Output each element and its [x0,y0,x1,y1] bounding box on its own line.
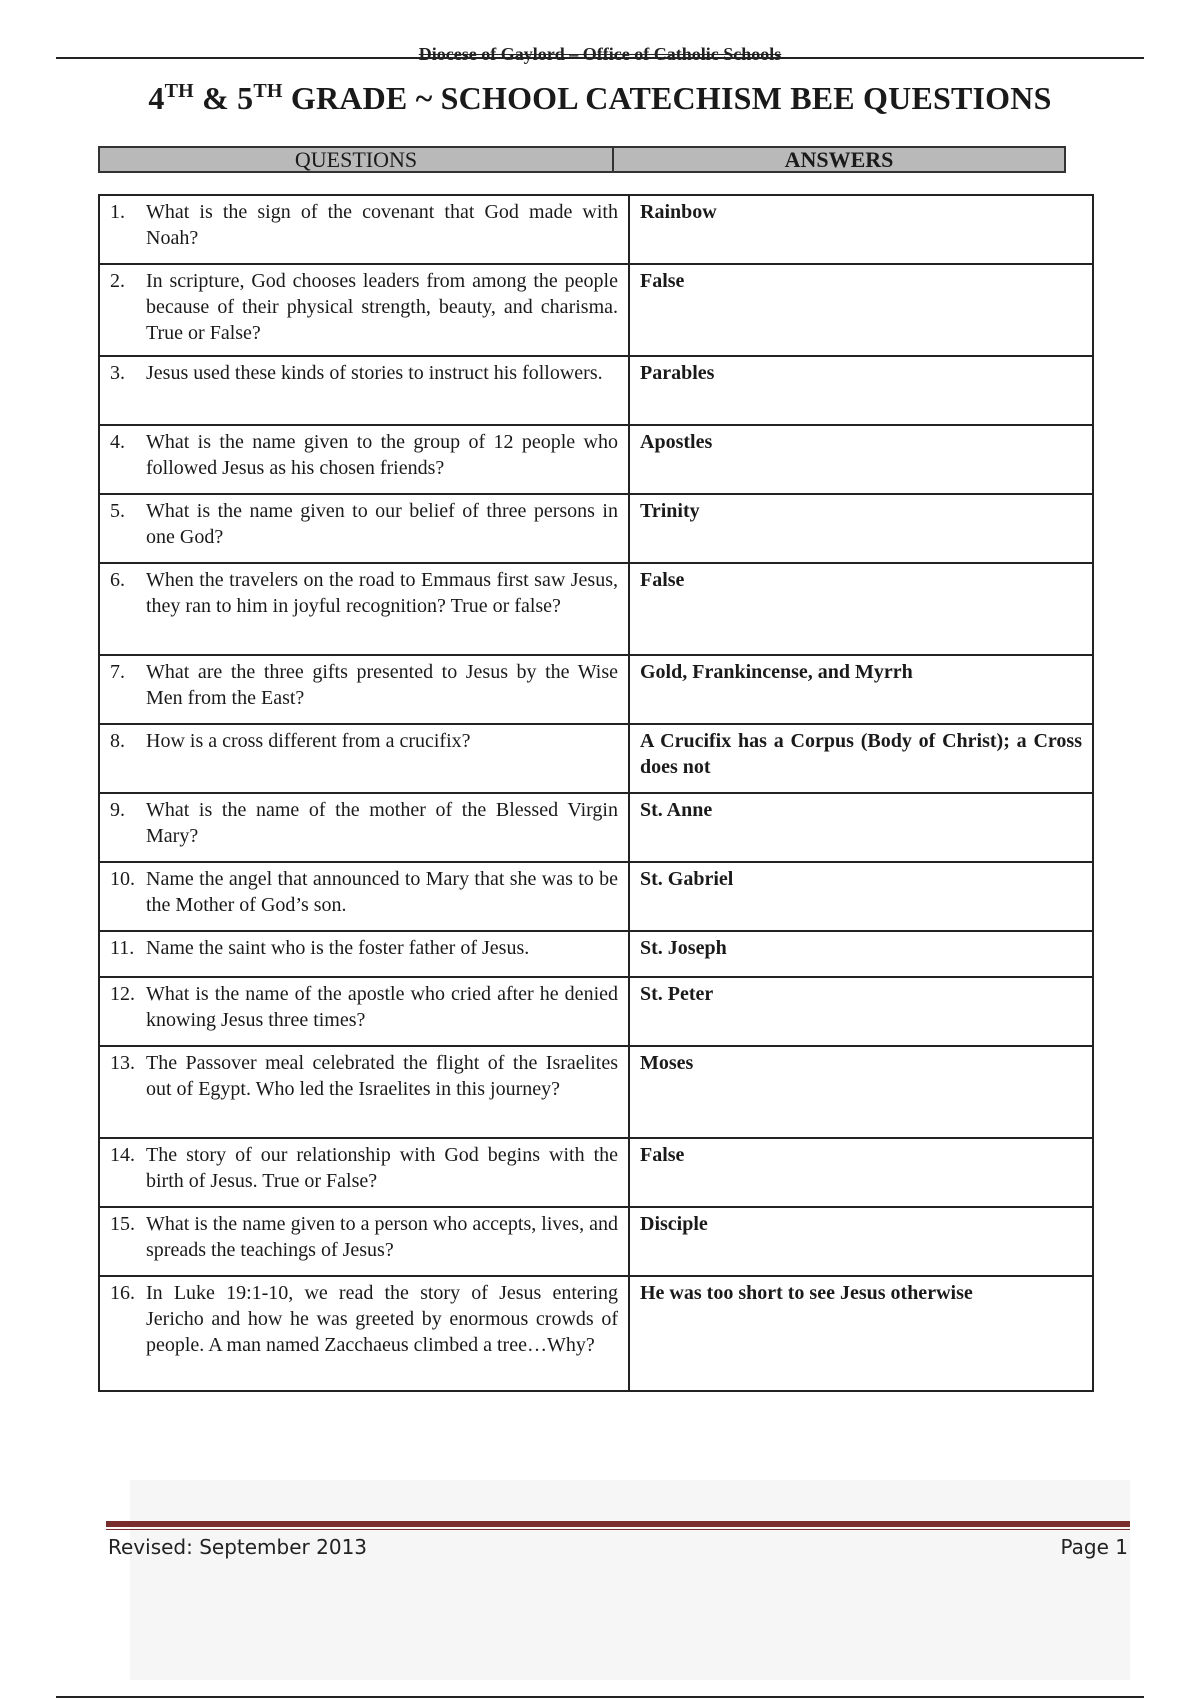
question-text: What is the sign of the covenant that God made with Noah? [146,201,618,249]
table-row [99,356,1093,425]
answer-cell: A Crucifix has a Corpus (Body of Christ); a Cross does not [629,724,1093,793]
answers-column-header: ANSWERS [784,146,894,172]
question-text: In Luke 19:1-10, we read the story of Jesus entering Jericho and how he was greeted by enormous crowds of people. A man named Zacchaeus climbed a tree…Why? [146,1282,618,1356]
table-row [99,793,1093,862]
document-organization: Diocese of Gaylord – Office of Catholic Schools [418,44,782,64]
question-text: The Passover meal celebrated the flight of the Israelites out of Egypt. Who led the Israelites in this journey? [146,1052,618,1100]
answer-cell: False [629,563,1093,655]
question-text: In scripture, God chooses leaders from among the people because of their physical strength, beauty, and charisma. True or False? [146,270,618,344]
table-row [99,1207,1093,1276]
answer-cell: St. Joseph [629,931,1093,977]
footer-rule-thin [106,1529,1130,1530]
question-number: 7. [110,661,125,683]
answer-cell: Gold, Frankincense, and Myrrh [629,655,1093,724]
question-text: What is the name given to the group of 12 people who followed Jesus as his chosen friends? [146,431,618,479]
table-row [99,1276,1093,1391]
question-cell [99,563,629,655]
question-cell [99,793,629,862]
question-number: 9. [110,799,125,821]
question-text: What are the three gifts presented to Jesus by the Wise Men from the East? [146,661,618,709]
question-number: 8. [110,730,125,752]
table-row [99,425,1093,494]
question-cell [99,356,629,425]
question-cell [99,1046,629,1138]
page-number: Page 1 [1060,1535,1128,1559]
table-row [99,1138,1093,1207]
question-text: What is the name of the mother of the Blessed Virgin Mary? [146,799,618,847]
answer-cell: Apostles [629,425,1093,494]
table-row [99,724,1093,793]
question-cell [99,977,629,1046]
answer-cell: St. Anne [629,793,1093,862]
table-row [99,195,1093,264]
column-header-bar [98,146,1066,173]
question-text: What is the name given to our belief of three persons in one God? [146,500,618,548]
question-cell [99,1138,629,1207]
question-text: Name the angel that announced to Mary that she was to be the Mother of God’s son. [146,868,618,916]
question-cell [99,494,629,563]
question-text: When the travelers on the road to Emmaus first saw Jesus, they ran to him in joyful recognition? True or false? [146,569,618,617]
question-number: 16. [110,1282,135,1304]
question-number: 4. [110,431,125,453]
title-grade-5: & 5 [193,80,254,116]
table-row [99,862,1093,931]
question-cell [99,264,629,356]
question-number: 15. [110,1213,135,1235]
question-number: 6. [110,569,125,591]
answer-cell: Parables [629,356,1093,425]
questions-column-header: QUESTIONS [100,148,614,171]
question-number: 12. [110,983,135,1005]
answer-cell: Trinity [629,494,1093,563]
table-row [99,563,1093,655]
answer-cell: He was too short to see Jesus otherwise [629,1276,1093,1391]
question-cell [99,655,629,724]
title-superscript-1: TH [164,80,194,102]
question-cell [99,425,629,494]
question-number: 5. [110,500,125,522]
answer-cell: False [629,264,1093,356]
title-grade-4: 4 [148,80,165,116]
question-number: 14. [110,1144,135,1166]
question-cell [99,1276,629,1391]
answer-cell: False [629,1138,1093,1207]
question-text: The story of our relationship with God begins with the birth of Jesus. True or False? [146,1144,618,1192]
table-row [99,494,1093,563]
question-number: 3. [110,362,125,384]
footer-rule [106,1521,1130,1527]
title-superscript-2: TH [253,80,283,102]
question-number: 1. [110,201,125,223]
table-body [99,195,1093,1391]
question-text: What is the name of the apostle who cried after he denied knowing Jesus three times? [146,983,618,1031]
question-cell [99,862,629,931]
question-number: 10. [110,868,135,890]
question-cell [99,195,629,264]
scan-shadow [130,1480,1130,1680]
table-row [99,931,1093,977]
question-text: Jesus used these kinds of stories to instruct his followers. [146,362,603,384]
question-cell [99,931,629,977]
answer-cell: Rainbow [629,195,1093,264]
question-answer-table [98,194,1094,1392]
question-text: How is a cross different from a crucifix? [146,730,471,752]
table-row [99,655,1093,724]
question-number: 13. [110,1052,135,1074]
question-cell [99,724,629,793]
table-row [99,977,1093,1046]
question-cell [99,1207,629,1276]
page-title [0,80,1200,117]
answer-cell: St. Gabriel [629,862,1093,931]
answer-cell: Moses [629,1046,1093,1138]
question-number: 2. [110,270,125,292]
revision-date: Revised: September 2013 [108,1535,368,1559]
table-row [99,1046,1093,1138]
question-number: 11. [110,937,135,959]
question-text: What is the name given to a person who accepts, lives, and spreads the teachings of Jesus? [146,1213,618,1261]
bottom-rule [56,1696,1144,1698]
answer-cell: Disciple [629,1207,1093,1276]
question-text: Name the saint who is the foster father of Jesus. [146,937,530,959]
answer-cell: St. Peter [629,977,1093,1046]
title-rest: GRADE ~ SCHOOL CATECHISM BEE QUESTIONS [282,80,1052,116]
table-row [99,264,1093,356]
